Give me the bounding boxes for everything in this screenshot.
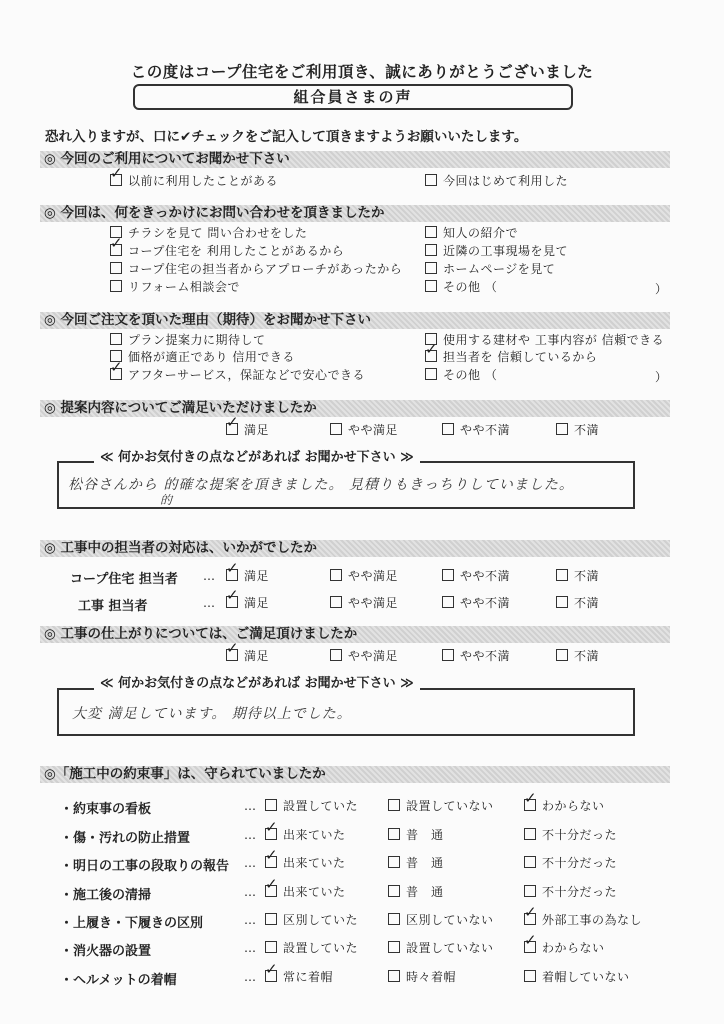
section2-heading: ◎ 今回は、何をきっかけにお問い合わせを頂きましたか	[40, 205, 670, 222]
s3-option-price[interactable]: 価格が適正であり 信用できる	[110, 350, 295, 365]
checkbox[interactable]	[425, 226, 437, 238]
checkbox[interactable]	[388, 913, 400, 925]
checkbox-checked[interactable]	[265, 885, 277, 897]
s4-rating-somewhat-dissatisfied[interactable]: やや不満	[442, 423, 510, 438]
s7-option-label: 普 通	[406, 856, 444, 870]
checkbox-checked[interactable]	[226, 596, 238, 608]
checkbox[interactable]	[388, 828, 400, 840]
s7-row-label: ・傷・汚れの防止措置	[60, 831, 191, 846]
s5-row1-dissatisfied[interactable]: 不満	[556, 569, 599, 584]
s5-row1-dots: …	[203, 569, 216, 583]
s7-row-dots: …	[244, 885, 257, 899]
s7-row-option[interactable]	[524, 941, 605, 956]
s7-row-option[interactable]	[265, 941, 358, 956]
checkbox[interactable]	[442, 649, 454, 661]
s7-row-option[interactable]	[388, 799, 494, 814]
s7-row-option[interactable]	[265, 913, 358, 928]
checkbox[interactable]	[425, 368, 437, 380]
s7-option-label: わからない	[542, 799, 605, 813]
checkbox[interactable]	[524, 856, 536, 868]
s1-option-previous[interactable]: ✓以前に利用したことがある	[110, 174, 278, 189]
checkbox-checked[interactable]	[524, 913, 536, 925]
s7-option-label: わからない	[542, 941, 605, 955]
checkbox[interactable]	[442, 423, 454, 435]
checkbox-checked[interactable]	[226, 423, 238, 435]
checkbox[interactable]	[425, 262, 437, 274]
s2-option-website[interactable]: ホームページを見て	[425, 262, 555, 277]
section5-heading: ◎ 工事中の担当者の対応は、いかがでしたか	[40, 540, 670, 557]
checkbox[interactable]	[388, 799, 400, 811]
s7-option-label: 不十分だった	[542, 885, 618, 899]
checkbox-checked[interactable]	[265, 856, 277, 868]
s2-option-referral[interactable]: 知人の紹介で	[425, 226, 518, 241]
checkbox-checked[interactable]	[425, 350, 437, 362]
s5-row1-label: コープ住宅 担当者	[70, 572, 178, 587]
checkbox-checked[interactable]	[265, 970, 277, 982]
checkbox[interactable]	[556, 423, 568, 435]
s7-row-option[interactable]	[524, 856, 617, 871]
checkbox[interactable]	[110, 333, 122, 345]
s5-row2-somewhat-dissatisfied[interactable]: やや不満	[442, 596, 510, 611]
s6-comment-heading: ≪ 何かお気付きの点などがあれば お聞かせ下さい ≫	[94, 672, 420, 691]
section7-heading: ◎「施工中の約束事」は、守られていましたか	[40, 766, 670, 783]
s5-row2-dissatisfied[interactable]: 不満	[556, 596, 599, 611]
page-title: この度はコープ住宅をご利用頂き、誠にありがとうございました	[130, 63, 594, 81]
checkbox[interactable]	[330, 596, 342, 608]
checkbox[interactable]	[110, 280, 122, 292]
checkbox[interactable]	[388, 941, 400, 953]
s7-option-label: 不十分だった	[542, 828, 618, 842]
s7-row-option[interactable]	[524, 828, 617, 843]
s5-row1-somewhat-satisfied[interactable]: やや満足	[330, 569, 398, 584]
s7-row-label: ・施工後の清掃	[60, 888, 152, 903]
s7-option-label: 設置していた	[283, 799, 359, 813]
s7-row-option[interactable]	[265, 970, 333, 985]
checkbox-checked[interactable]	[110, 368, 122, 380]
section1-heading: ◎ 今回のご利用についてお聞かせ下さい	[40, 151, 670, 168]
s7-row-option[interactable]	[265, 885, 346, 900]
checkbox-checked[interactable]	[110, 244, 122, 256]
s7-option-label: 設置していない	[406, 799, 494, 813]
s2-option-nearby-site[interactable]: 近隣の工事現場を見て	[425, 244, 568, 259]
checkbox[interactable]	[388, 970, 400, 982]
s7-row-label: ・上履き・下履きの区別	[60, 916, 204, 931]
s7-option-label: 時々着帽	[406, 970, 457, 984]
checkbox[interactable]	[388, 885, 400, 897]
checkbox[interactable]	[442, 596, 454, 608]
s7-row-option[interactable]	[388, 828, 444, 843]
s3-option-plan[interactable]: プラン提案力に期待して	[110, 333, 266, 348]
s7-row-option[interactable]	[388, 856, 444, 871]
s7-row-dots: …	[244, 970, 257, 984]
checkbox-checked[interactable]	[265, 828, 277, 840]
s7-option-label: 常に着帽	[283, 970, 334, 984]
checkbox[interactable]	[425, 244, 437, 256]
s4-comment-heading: ≪ 何かお気付きの点などがあれば お聞かせ下さい ≫	[94, 446, 420, 465]
checkbox[interactable]	[556, 649, 568, 661]
intro-text: 恐れ入りますが、口に✔チェックをご記入して頂きますようお願いいたします。	[45, 129, 528, 145]
checkbox-checked[interactable]	[110, 174, 122, 186]
s7-row-label: ・ヘルメットの着帽	[60, 973, 177, 988]
s3-option-materials[interactable]: 使用する建材や 工事内容が 信頼できる	[425, 333, 664, 348]
checkbox[interactable]	[330, 423, 342, 435]
checkbox-checked[interactable]	[524, 941, 536, 953]
s7-row-option[interactable]	[524, 970, 630, 985]
s7-row-dots: …	[244, 856, 257, 870]
s5-row2-somewhat-satisfied[interactable]: やや満足	[330, 596, 398, 611]
s5-row1-somewhat-dissatisfied[interactable]: やや不満	[442, 569, 510, 584]
s7-option-label: 普 通	[406, 885, 444, 899]
s7-row-option[interactable]	[265, 828, 346, 843]
checkbox[interactable]	[425, 174, 437, 186]
s4-rating-somewhat-satisfied[interactable]: やや満足	[330, 423, 398, 438]
section3-heading: ◎ 今回ご注文を頂いた理由（期待）をお聞かせ下さい	[40, 312, 670, 329]
s3-option-other[interactable]: その他 （	[425, 368, 497, 383]
s4-comment-note: 的	[160, 493, 174, 507]
s5-row1-satisfied[interactable]: ✓ 満足	[226, 569, 269, 584]
s3-option-trust-staff[interactable]: ✓担当者を 信頼しているから	[425, 350, 597, 365]
checkbox[interactable]	[265, 941, 277, 953]
s7-row-option[interactable]	[524, 799, 605, 814]
s7-row-label: ・明日の工事の段取りの報告	[60, 859, 230, 874]
s6-rating-somewhat-satisfied[interactable]: やや満足	[330, 649, 398, 664]
s3-other-close: ）	[655, 370, 668, 384]
s2-option-used-before[interactable]: ✓コープ住宅を 利用したことがあるから	[110, 244, 344, 259]
s1-option-first-time[interactable]: 今回はじめて利用した	[425, 174, 568, 189]
s6-comment-text: 大変 満足しています。 期待以上でした。	[72, 706, 352, 722]
s7-row-dots: …	[244, 799, 257, 813]
checkbox-checked[interactable]	[524, 799, 536, 811]
s7-row-option[interactable]	[388, 885, 444, 900]
checkbox[interactable]	[265, 913, 277, 925]
s7-row-dots: …	[244, 828, 257, 842]
s2-option-flyer[interactable]: チラシを見て 問い合わせをした	[110, 226, 307, 241]
s7-option-label: 外部工事の為なし	[542, 913, 643, 927]
s2-option-approach[interactable]: コープ住宅の担当者からアプローチがあったから	[110, 262, 402, 277]
checkbox[interactable]	[556, 596, 568, 608]
checkbox-checked[interactable]	[226, 649, 238, 661]
s6-rating-satisfied[interactable]: ✓満足	[226, 649, 269, 664]
checkbox[interactable]	[330, 649, 342, 661]
s2-other-close: ）	[655, 282, 668, 296]
s6-rating-somewhat-dissatisfied[interactable]: やや不満	[442, 649, 510, 664]
s7-option-label: 普 通	[406, 828, 444, 842]
s7-row-option[interactable]	[524, 913, 642, 928]
checkbox[interactable]	[425, 280, 437, 292]
subtitle-box: 組合員さまの声	[133, 84, 573, 110]
s2-option-other[interactable]: その他 （	[425, 280, 497, 295]
checkbox[interactable]	[556, 569, 568, 581]
s6-rating-dissatisfied[interactable]: 不満	[556, 649, 599, 664]
s7-row-option[interactable]	[265, 799, 358, 814]
section6-heading: ◎ 工事の仕上がりについては、ご満足頂けましたか	[40, 626, 670, 643]
section4-heading: ◎ 提案内容についてご満足いただけましたか	[40, 400, 670, 417]
s7-option-label: 区別していた	[283, 913, 359, 927]
checkbox[interactable]	[524, 828, 536, 840]
checkbox[interactable]	[388, 856, 400, 868]
s4-rating-satisfied[interactable]: ✓満足	[226, 423, 269, 438]
s5-row2-label: 工事 担当者	[78, 599, 148, 614]
s7-row-dots: …	[244, 941, 257, 955]
s5-row2-dots: …	[203, 596, 216, 610]
checkbox[interactable]	[265, 799, 277, 811]
checkbox-checked[interactable]	[226, 569, 238, 581]
s7-option-label: 設置していた	[283, 941, 359, 955]
checkbox[interactable]	[524, 970, 536, 982]
checkbox[interactable]	[442, 569, 454, 581]
s7-row-dots: …	[244, 913, 257, 927]
s7-option-label: 不十分だった	[542, 856, 618, 870]
s5-row2-satisfied[interactable]: ✓ 満足	[226, 596, 269, 611]
s7-row-option[interactable]	[265, 856, 346, 871]
checkbox[interactable]	[330, 569, 342, 581]
s4-comment-text: 松谷さんから 的確な提案を頂きました。 見積りもきっちりしていました。	[68, 477, 574, 493]
s7-option-label: 着帽していない	[542, 970, 630, 984]
s3-option-after-service[interactable]: ✓アフターサービス，保証などで安心できる	[110, 368, 365, 383]
checkbox[interactable]	[110, 262, 122, 274]
s7-row-option[interactable]	[524, 885, 617, 900]
s7-row-option[interactable]	[388, 970, 456, 985]
s7-option-label: 区別していない	[406, 913, 494, 927]
s7-option-label: 設置していない	[406, 941, 494, 955]
s7-option-label: 出来ていた	[283, 885, 346, 899]
s4-rating-dissatisfied[interactable]: 不満	[556, 423, 599, 438]
s7-row-option[interactable]	[388, 913, 494, 928]
s7-row-option[interactable]	[388, 941, 494, 956]
s7-option-label: 出来ていた	[283, 828, 346, 842]
s2-option-reform-event[interactable]: リフォーム相談会で	[110, 280, 240, 295]
s7-row-label: ・消火器の設置	[60, 944, 152, 959]
s7-option-label: 出来ていた	[283, 856, 346, 870]
s7-row-label: ・約束事の看板	[60, 802, 152, 817]
checkbox[interactable]	[524, 885, 536, 897]
